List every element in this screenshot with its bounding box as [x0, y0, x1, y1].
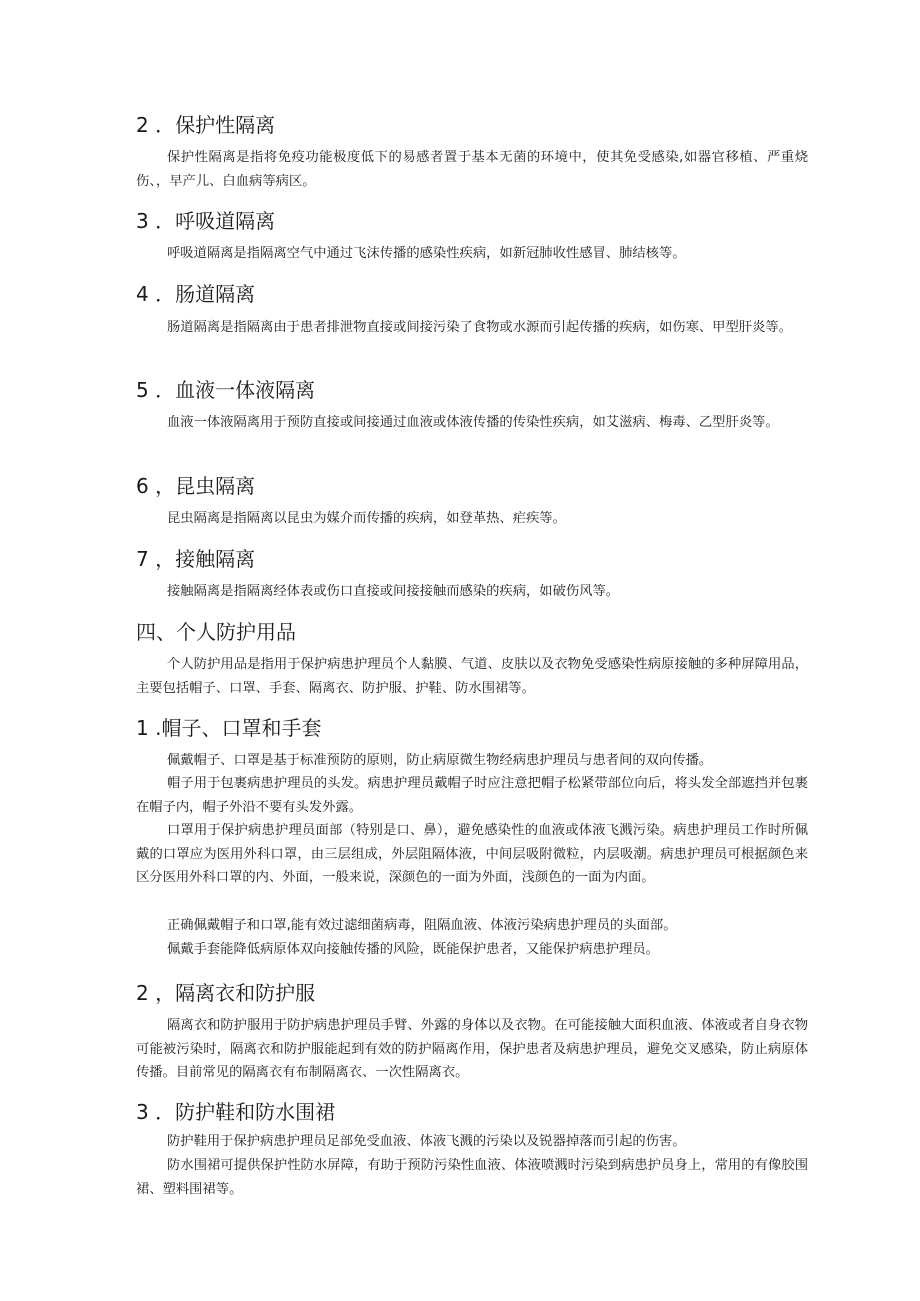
paragraph-mask-usage: 口罩用于保护病患护理员面部（特别是口、鼻），避免感染性的血液或体液飞溅污染。病患护理员工作时所佩戴的口罩应为医用外科口罩，由三层组成，外层阻隔体液，中间层吸附微粒，内层吸潮。病患护理员可根据颜色来区分医用外科口罩的内、外面，一般来说，深颜色的一面为外面，浅颜色的一面为内面。 — [136, 823, 808, 885]
heading-insect-isolation: 6 ，昆虫隔离 — [136, 474, 256, 498]
heading-personal-protective-equipment: 四、个人防护用品 — [136, 620, 296, 644]
paragraph-cap-mask-principle: 佩戴帽子、口罩是基于标准预防的原则，防止病原微生物经病患护理员与患者间的双向传播。 — [167, 753, 713, 768]
paragraph-protective-shoes: 防护鞋用于保护病患护理员足部免受血液、体液飞溅的污染以及锐器掉落而引起的伤害。 — [167, 1134, 686, 1149]
paragraph-protective-isolation: 保护性隔离是指将免疫功能极度低下的易感者置于基本无菌的环境中，使其免受感染,如器官移植、严重烧伤、，早产儿、白血病等病区。 — [136, 150, 808, 189]
paragraph-cap-mask-effect: 正确佩戴帽子和口罩,能有效过滤细菌病毒，阻隔血液、体液污染病患护理员的头面部。 — [167, 918, 677, 933]
heading-cap-mask-gloves: 1 .帽子、口罩和手套 — [136, 716, 322, 740]
paragraph-waterproof-apron: 防水围裙可提供保护性防水屏障，有助于预防污染性血液、体液喷溅时污染到病患护员身上，常用的有像胶围裙、塑料围裙等。 — [136, 1158, 808, 1197]
heading-shoes-waterproof-apron: 3 ．防护鞋和防水围裙 — [136, 1100, 336, 1124]
heading-blood-fluid-isolation: 5 ．血液一体液隔离 — [136, 378, 316, 402]
heading-gown-protective-suit: 2 ，隔离衣和防护服 — [136, 981, 316, 1005]
heading-protective-isolation: 2 ．保护性隔离 — [136, 113, 276, 137]
heading-respiratory-isolation: 3 ．呼吸道隔离 — [136, 209, 276, 233]
paragraph-personal-protective-equipment: 个人防护用品是指用于保护病患护理员个人黏膜、气道、皮肤以及衣物免受感染性病原接触的多种屏障用品，主要包括帽子、口罩、手套、隔离衣、防护服、护鞋、防水围裙等。 — [136, 657, 808, 696]
paragraph-cap-usage: 帽子用于包裹病患护理员的头发。病患护理员戴帽子时应注意把帽子松紧带部位向后，将头发全部遮挡并包裹在帽子内，帽子外沿不要有头发外露。 — [136, 776, 808, 815]
paragraph-blood-fluid-isolation: 血液一体液隔离用于预防直接或间接通过血液或体液传播的传染性疾病，如艾滋病、梅毒、乙型肝炎等。 — [167, 415, 779, 430]
paragraph-gloves-usage: 佩戴手套能降低病原体双向接触传播的风险，既能保护患者，又能保护病患护理员。 — [167, 942, 659, 957]
paragraph-gown-protective-suit: 隔离衣和防护服用于防护病患护理员手臂、外露的身体以及衣物。在可能接触大面积血液、体液或者自身衣物可能被污染时，隔离衣和防护服能起到有效的防护隔离作用，保护患者及病患护理员，避免交叉感染，防止病原体传播。目前常见的隔离衣有布制隔离衣、一次性隔离衣。 — [136, 1018, 808, 1080]
paragraph-intestinal-isolation: 肠道隔离是指隔离由于患者排泄物直接或间接污染了食物或水源而引起传播的疾病，如伤寒、甲型肝炎等。 — [167, 320, 792, 335]
heading-intestinal-isolation: 4 ．肠道隔离 — [136, 282, 256, 306]
paragraph-contact-isolation: 接触隔离是指隔离经体表或伤口直接或间接接触而感染的疾病，如破伤风等。 — [167, 584, 620, 599]
paragraph-respiratory-isolation: 呼吸道隔离是指隔离空气中通过飞沫传播的感染性疾病，如新冠肺收性感冒、肺结核等。 — [167, 246, 686, 261]
paragraph-insect-isolation: 昆虫隔离是指隔离以昆虫为媒介而传播的疾病，如登革热、疟疾等。 — [167, 511, 566, 526]
heading-contact-isolation: 7 ，接触隔离 — [136, 547, 256, 571]
